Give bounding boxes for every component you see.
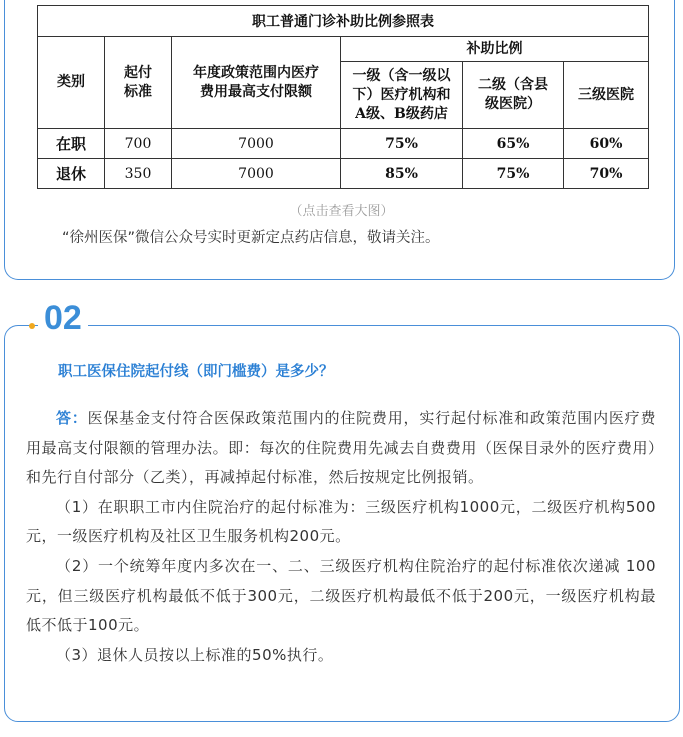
- header-level2: 二级（含县 级医院）: [463, 62, 564, 129]
- cell-level1: 85%: [341, 159, 463, 189]
- header-annual-limit: 年度政策范围内医疗 费用最高支付限额: [172, 37, 341, 129]
- rule-paragraph-2: （2）一个统筹年度内多次在一、二、三级医疗机构住院治疗的起付标准依次递减 100元，但三级医疗机构最低不低于300元，二级医疗机构最低不低于200元，一级医疗机构最低不低于100元。: [26, 556, 656, 635]
- subsidy-ratio-table[interactable]: [37, 5, 649, 189]
- cell-level2: 75%: [463, 159, 564, 189]
- orange-dot-icon: [29, 323, 35, 329]
- rule-paragraph-3: （3）退休人员按以上标准的50%执行。: [56, 645, 334, 664]
- cell-level3: 60%: [564, 129, 649, 159]
- header-category: 类别: [38, 37, 105, 129]
- answer-label: 答：: [56, 409, 88, 427]
- header-deductible: 起付 标准: [105, 37, 172, 129]
- cell-deductible: 350: [105, 159, 172, 189]
- cell-category: 在职: [38, 129, 105, 159]
- answer-paragraph: [26, 404, 656, 493]
- header-level3: 三级医院: [564, 62, 649, 129]
- header-level1: 一级（含一级以 下）医疗机构和 A级、B级药店: [341, 62, 463, 129]
- section-number: 02: [38, 298, 88, 338]
- table-title: 职工普通门诊补助比例参照表: [38, 6, 649, 37]
- answer-text: 医保基金支付符合医保政策范围内的住院费用，实行起付标准和政策范围内医疗费用最高支付限额的管理办法。即：每次的住院费用先减去自费费用（医保目录外的医疗费用）和先行自付部分（乙类），再减掉起付标准，然后按规定比例报销。: [26, 409, 656, 487]
- table-row: [38, 129, 649, 159]
- cell-level3: 70%: [564, 159, 649, 189]
- rule-paragraph-1: （1）在职职工市内住院治疗的起付标准为：三级医疗机构1000元，二级医疗机构500元，一级医疗机构及社区卫生服务机构200元。: [26, 497, 656, 546]
- cell-limit: 7000: [172, 159, 341, 189]
- cell-deductible: 700: [105, 129, 172, 159]
- table-row: [38, 159, 649, 189]
- cell-level2: 65%: [463, 129, 564, 159]
- view-larger-link[interactable]: （点击查看大图）: [289, 204, 394, 219]
- header-subsidy-ratio: 补助比例: [341, 37, 649, 62]
- cell-limit: 7000: [172, 129, 341, 159]
- question-heading: 职工医保住院起付线（即门槛费）是多少？: [58, 364, 334, 380]
- cell-category: 退休: [38, 159, 105, 189]
- wechat-note: “徐州医保”微信公众号实时更新定点药店信息，敬请关注。: [62, 230, 440, 246]
- cell-level1: 75%: [341, 129, 463, 159]
- answer-body: [26, 404, 656, 670]
